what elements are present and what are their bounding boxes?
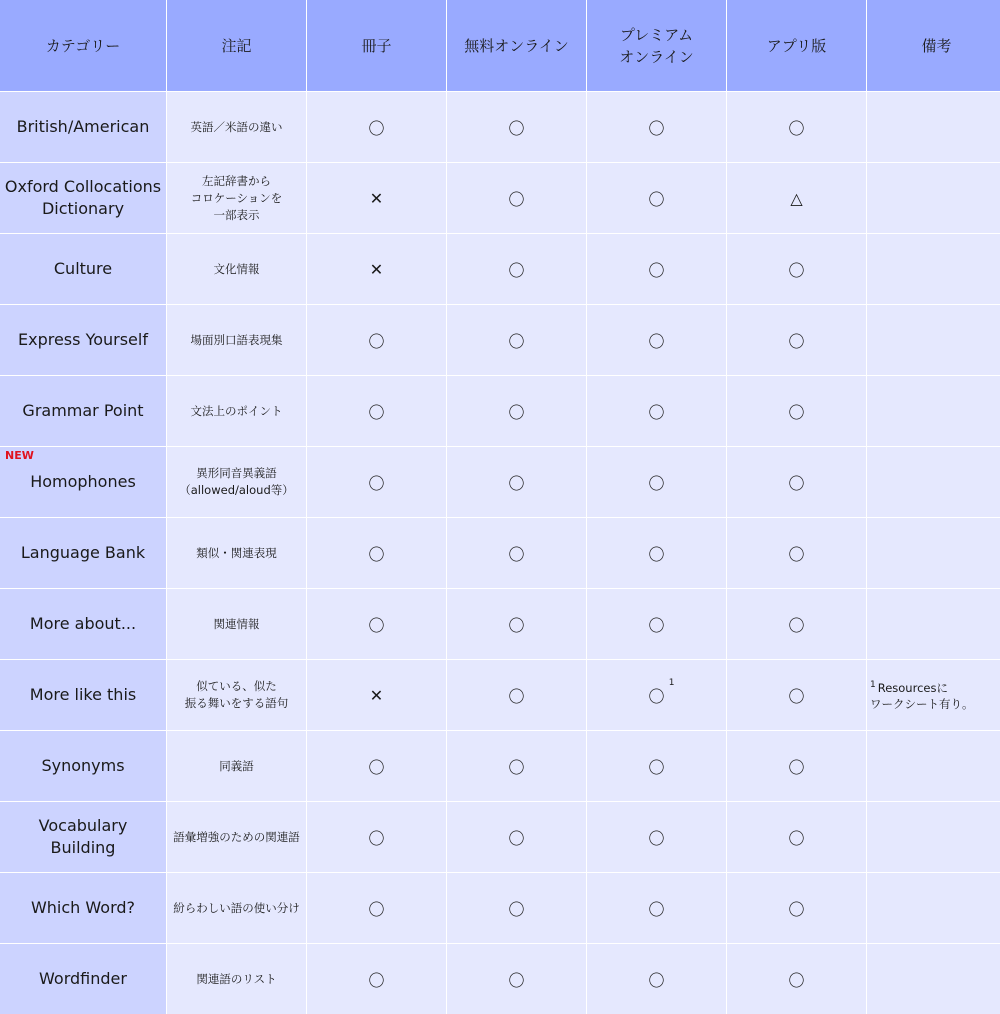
availability-mark: 〇 [508,615,525,635]
note-cell: 文法上のポイント [167,376,306,446]
value-print [307,447,446,517]
value-print [307,376,446,446]
category-label: Vocabulary Building [38,816,128,857]
value-free-online [447,234,586,304]
header-category: カテゴリー [0,0,166,91]
availability-mark: 〇 [508,757,525,777]
value-app [727,731,866,801]
value-print [307,802,446,872]
category-cell [0,234,166,304]
note-cell: 文化情報 [167,234,306,304]
availability-mark: 〇 [648,260,665,280]
remark-text [870,677,974,714]
availability-mark: 〇 [788,473,805,493]
availability-mark: ✕ [369,188,384,208]
remarks-cell [867,376,1000,446]
availability-mark: ✕ [369,685,384,705]
remarks-cell [867,305,1000,375]
availability-mark: 〇 [648,970,665,990]
availability-mark: 〇 [788,899,805,919]
note-cell: 異形同音異義語 （allowed/aloud等） [167,447,306,517]
availability-mark: 〇 [368,544,385,564]
availability-mark: 〇 [508,260,525,280]
remarks-cell [867,163,1000,233]
header-note: 注記 [167,0,306,91]
availability-mark: 〇 [648,828,665,848]
availability-mark: 〇 [508,331,525,351]
value-free-online [447,92,586,162]
category-label: Oxford Collocations Dictionary [4,177,162,218]
category-cell [0,589,166,659]
availability-mark: 〇 [508,970,525,990]
availability-mark: 〇 [788,260,805,280]
availability-mark: 〇 [788,118,805,138]
value-app [727,92,866,162]
availability-mark: 〇 [648,899,665,919]
value-print [307,234,446,304]
availability-mark: 〇 [788,686,805,706]
category-label: Grammar Point [22,401,144,420]
value-free-online [447,731,586,801]
note-cell: 似ている、似た 振る舞いをする語句 [167,660,306,730]
value-premium-online [587,376,726,446]
availability-mark: 〇 [368,615,385,635]
category-label: More about... [29,614,137,633]
availability-mark: 〇 [648,473,665,493]
value-app [727,305,866,375]
value-print [307,589,446,659]
value-app [727,518,866,588]
value-app [727,802,866,872]
value-free-online [447,447,586,517]
value-free-online [447,163,586,233]
remarks-cell [867,873,1000,943]
availability-mark: 〇 [508,828,525,848]
availability-mark: 〇 [788,757,805,777]
category-label: Synonyms [41,756,125,775]
availability-mark: 〇 [648,686,665,706]
category-cell [0,944,166,1014]
remark-body: Resourcesに ワークシート有り。 [870,680,974,712]
availability-mark: 〇 [368,828,385,848]
note-cell: 語彙増強のための関連語 [167,802,306,872]
value-app [727,163,866,233]
availability-mark: 〇 [508,118,525,138]
value-free-online [447,376,586,446]
availability-mark: 〇 [368,118,385,138]
availability-mark: 〇 [368,970,385,990]
header-premium-online: プレミアム オンライン [587,0,726,91]
header-print: 冊子 [307,0,446,91]
availability-mark: 〇 [508,473,525,493]
value-print [307,944,446,1014]
header-remarks: 備考 [867,0,1000,91]
availability-mark: 〇 [648,757,665,777]
new-badge: NEW [5,449,34,462]
value-app [727,589,866,659]
value-app [727,660,866,730]
availability-mark: 〇 [788,331,805,351]
category-cell [0,305,166,375]
value-app [727,376,866,446]
value-print [307,163,446,233]
category-cell [0,731,166,801]
note-cell: 類似・関連表現 [167,518,306,588]
value-free-online [447,873,586,943]
value-premium-online [587,518,726,588]
category-label: British/American [16,117,150,136]
availability-mark: 〇 [508,544,525,564]
availability-mark: 〇 [508,686,525,706]
value-premium-online [587,234,726,304]
value-premium-online [587,92,726,162]
availability-mark: 〇 [648,331,665,351]
value-premium-online [587,163,726,233]
value-app [727,234,866,304]
category-label: Homophones [30,472,136,491]
category-cell [0,802,166,872]
category-cell [0,518,166,588]
category-label: Wordfinder [39,969,127,988]
value-print [307,731,446,801]
availability-mark: 〇 [648,615,665,635]
availability-mark: 〇 [788,970,805,990]
value-free-online [447,944,586,1014]
note-cell: 左記辞書から コロケーションを 一部表示 [167,163,306,233]
value-print [307,873,446,943]
category-cell [0,376,166,446]
availability-mark: 〇 [368,331,385,351]
header-app: アプリ版 [727,0,866,91]
category-cell [0,873,166,943]
value-print [307,518,446,588]
availability-mark-wrap [648,677,675,707]
remarks-cell [867,802,1000,872]
availability-mark: 〇 [788,544,805,564]
value-print [307,660,446,730]
note-cell: 関連情報 [167,589,306,659]
availability-mark: 〇 [368,899,385,919]
value-premium-online [587,660,726,730]
value-premium-online [587,944,726,1014]
category-label: Language Bank [20,543,146,562]
remarks-cell [867,234,1000,304]
availability-mark: 〇 [788,615,805,635]
remarks-cell [867,518,1000,588]
remarks-cell [867,731,1000,801]
availability-mark: 〇 [368,473,385,493]
value-app [727,873,866,943]
remarks-cell [867,92,1000,162]
value-print [307,92,446,162]
availability-mark: 〇 [508,189,525,209]
value-free-online [447,802,586,872]
availability-mark: 〇 [648,544,665,564]
footnote-ref: 1 [668,677,675,688]
availability-mark: 〇 [508,402,525,422]
remarks-cell [867,447,1000,517]
value-premium-online [587,731,726,801]
availability-mark: 〇 [508,899,525,919]
availability-mark: ✕ [369,259,384,279]
value-print [307,305,446,375]
value-free-online [447,518,586,588]
value-free-online [447,660,586,730]
remarks-cell [867,944,1000,1014]
category-cell [0,92,166,162]
note-cell: 紛らわしい語の使い分け [167,873,306,943]
category-cell [0,447,166,517]
header-free-online: 無料オンライン [447,0,586,91]
value-premium-online [587,589,726,659]
availability-mark: 〇 [648,189,665,209]
value-premium-online [587,447,726,517]
note-cell: 関連語のリスト [167,944,306,1014]
note-cell: 英語／米語の違い [167,92,306,162]
note-cell: 場面別口語表現集 [167,305,306,375]
remarks-cell [867,660,1000,730]
remark-footnote-marker: 1 [870,679,876,690]
availability-mark: 〇 [648,118,665,138]
value-premium-online [587,873,726,943]
availability-mark: △ [790,188,803,208]
value-premium-online [587,305,726,375]
value-free-online [447,589,586,659]
availability-mark: 〇 [368,757,385,777]
availability-mark: 〇 [648,402,665,422]
category-label: Which Word? [30,898,136,917]
value-free-online [447,305,586,375]
category-cell [0,660,166,730]
availability-mark: 〇 [368,402,385,422]
category-cell [0,163,166,233]
availability-mark: 〇 [788,402,805,422]
value-app [727,447,866,517]
category-label: More like this [29,685,137,704]
category-label: Express Yourself [18,330,148,349]
availability-mark: 〇 [788,828,805,848]
value-app [727,944,866,1014]
category-label: Culture [53,259,113,278]
remarks-cell [867,589,1000,659]
note-cell: 同義語 [167,731,306,801]
value-premium-online [587,802,726,872]
